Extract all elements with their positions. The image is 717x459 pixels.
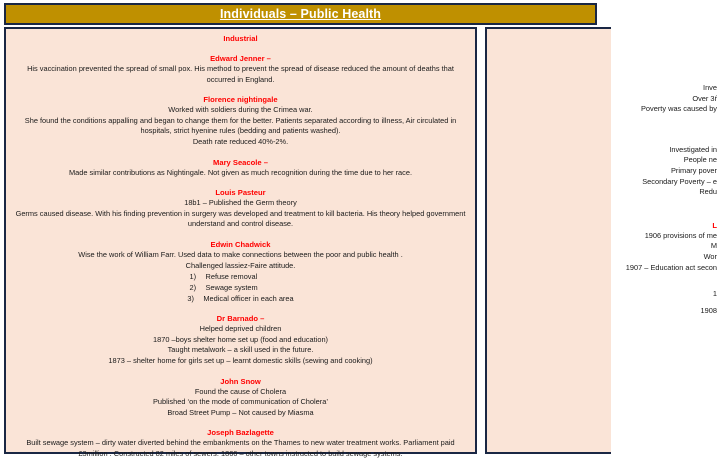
list-item (12, 293, 469, 304)
list-item-text: Medical officer in each area (203, 294, 294, 304)
entry-body-edwin-chadwick-1: Wise the work of William Farr. Used data to make connections between the poor and public health . (78, 249, 403, 259)
entry-heading-edward-jenner: Edward Jenner – (210, 54, 271, 63)
right-panel-line-14: 1908 (700, 305, 717, 315)
spacer (12, 230, 469, 239)
right-panel-line-13: 1 (712, 289, 717, 299)
slide-title-bar (4, 3, 597, 25)
list-item-number: 3) (187, 294, 194, 304)
entry-body-edwin-chadwick-2: Challenged lassiez-Faire attitude. (185, 260, 296, 270)
spacer (493, 198, 605, 220)
entry-body-joseph-bazlagette: Built sewage system – dirty water diverted behind the embankments on the Thames to new water treatment works. Parliament paid £3million . Constructed 82 miles of sewers. 1866 – other towns instructed to build sewage systems. (26, 438, 455, 458)
entry-heading-dr-barnado: Dr Barnado – (216, 314, 265, 324)
right-panel-line-4: Investigated in (669, 144, 717, 154)
right-panel-line-3: Poverty was caused by (641, 104, 717, 114)
entry-body-louis-pasteur-2: Germs caused disease. With his finding prevention in surgery was developed and treatment to kill bacteria. His theory helped government understand and control disease. (15, 208, 466, 229)
page-title: Individuals – Public Health (219, 7, 382, 21)
right-panel-line-2: Over 3ŕ (692, 93, 717, 103)
spacer (493, 300, 605, 306)
right-panel-heading-clipped: L (712, 220, 717, 230)
spacer (12, 418, 469, 427)
list-item-text: Sewage system (205, 283, 258, 293)
entry-body-john-snow-1: Found the cause of Cholera (194, 386, 287, 396)
spacer (493, 273, 605, 289)
list-item-number: 1) (189, 272, 197, 282)
entry-heading-mary-seacole: Mary Seacole – (213, 157, 268, 167)
entry-body-florence-nightingale-2: She found the conditions appalling and began to change them for the better. Patients separated according to illness, Air circulated in hospitals, strict hyenine rules (bedding and patients washed). (24, 115, 457, 136)
right-panel-line-10: M (710, 241, 717, 251)
spacer (12, 85, 469, 94)
panel-poverty-clipped (485, 27, 717, 454)
list-item (12, 271, 469, 282)
entry-heading-louis-pasteur: Louis Pasteur (215, 188, 266, 198)
entry-body-dr-barnado-4: 1873 – shelter home for girls set up – learnt domestic skills (sewing and cooking) (108, 355, 373, 365)
panel-industrial (4, 27, 477, 458)
entry-body-edward-jenner: His vaccination prevented the spread of small pox. His method to prevent the spread of disease reduced the amount of deaths that occurred in England. (27, 64, 454, 84)
entry-body-mary-seacole: Made similar contributions as Nightingale. Not given as much recognition during the time due to her race. (68, 167, 413, 177)
entry-body-dr-barnado-2: 1870 –boys shelter home set up (food and education) (152, 334, 329, 344)
entry-body-dr-barnado-1: Helped deprived children (199, 324, 282, 334)
spacer (12, 178, 469, 187)
spacer (12, 44, 469, 53)
section-heading-industrial: Industrial (223, 34, 258, 43)
entry-body-florence-nightingale-1: Worked with soldiers during the Crimea war. (168, 105, 313, 115)
spacer (12, 148, 469, 157)
spacer (12, 304, 469, 313)
entry-heading-florence-nightingale: Florence nightingale (203, 95, 278, 105)
entry-body-john-snow-3: Broad Street Pump – Not caused by Miasma (167, 407, 314, 417)
entry-body-dr-barnado-3: Taught metalwork – a skill used in the future. (167, 345, 314, 355)
list-item (12, 282, 469, 293)
entry-heading-edwin-chadwick: Edwin Chadwick (210, 239, 271, 249)
entry-body-john-snow-2: Published ‘on the mode of communication of Cholera’ (152, 397, 328, 407)
content-panels (0, 27, 717, 458)
list-item-text: Refuse removal (205, 272, 258, 282)
entry-body-florence-nightingale-3: Death rate reduced 40%-2%. (192, 136, 289, 146)
right-panel-line-12: 1907 – Education act secon (625, 262, 717, 272)
right-panel-line-6: Primary pover (671, 165, 717, 175)
entry-body-louis-pasteur-1: 18b1 – Published the Germ theory (184, 198, 297, 208)
right-panel-line-11: Wor (703, 251, 717, 261)
right-panel-line-9: 1906 provisions of me (644, 230, 717, 240)
right-panel-line-7: Secondary Poverty – e (642, 176, 717, 186)
entry-heading-joseph-bazlagette: Joseph Bazlagette (207, 428, 274, 438)
spacer (12, 367, 469, 376)
right-panel-line-1: Inve (703, 83, 717, 92)
list-item-number: 2) (189, 283, 197, 293)
right-panel-line-8: Redu (699, 187, 717, 197)
entry-heading-john-snow: John Snow (220, 376, 261, 386)
spacer (493, 33, 605, 83)
right-panel-line-5: People ne (683, 155, 717, 165)
spacer (493, 115, 605, 145)
